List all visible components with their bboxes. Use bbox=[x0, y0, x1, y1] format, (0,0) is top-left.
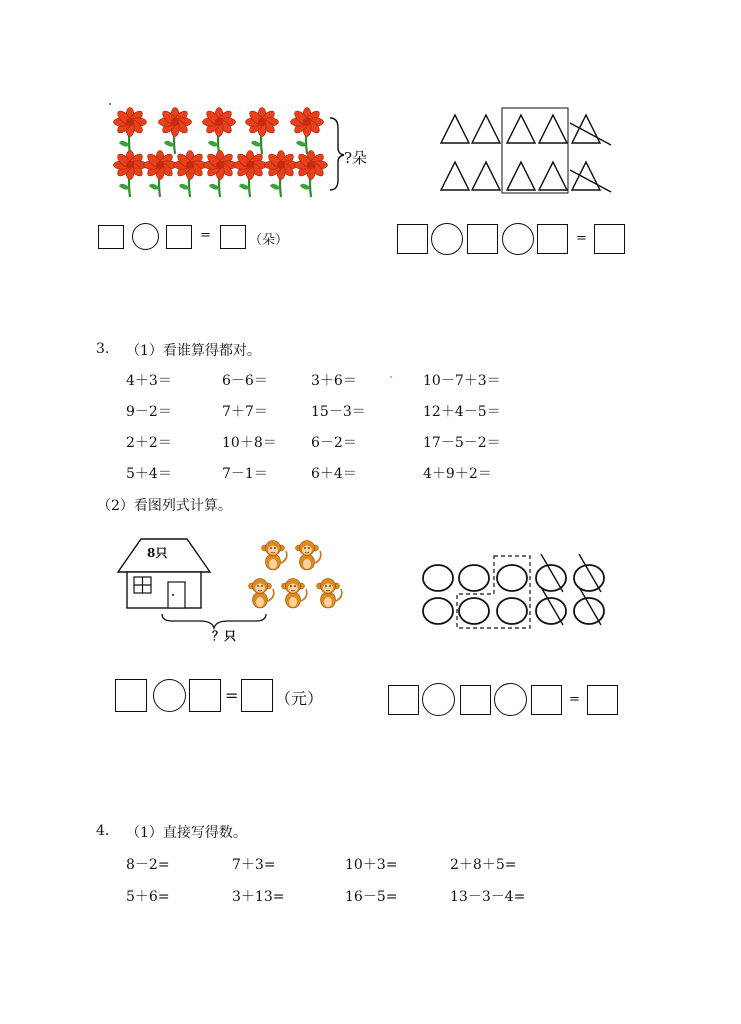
equals-sign: = bbox=[576, 231, 587, 246]
arithmetic-problem: 10＋3= bbox=[345, 857, 398, 873]
answer-box[interactable] bbox=[531, 685, 562, 715]
oval bbox=[536, 565, 566, 591]
section-4-number: 4. bbox=[96, 823, 110, 839]
arithmetic-problem: 16－5= bbox=[345, 889, 398, 905]
oval bbox=[423, 565, 453, 591]
section-3-part1-title: （1）看谁算得都对。 bbox=[126, 343, 261, 359]
answer-box[interactable] bbox=[460, 685, 491, 715]
answer-box[interactable] bbox=[587, 685, 618, 715]
arithmetic-problem: 5＋6= bbox=[126, 889, 170, 905]
arithmetic-problem: 7＋7＝ bbox=[222, 404, 268, 420]
arithmetic-problem: 6－2＝ bbox=[311, 435, 357, 451]
arithmetic-problem: 2＋2＝ bbox=[126, 435, 172, 451]
operator-circle[interactable] bbox=[422, 683, 455, 716]
arithmetic-problem: 10－7＋3＝ bbox=[423, 373, 501, 389]
arithmetic-problem: 7＋3= bbox=[232, 857, 276, 873]
arithmetic-problem: 5＋4＝ bbox=[126, 466, 172, 482]
oval bbox=[574, 565, 604, 591]
oval bbox=[574, 598, 604, 624]
section-4-title: （1）直接写得数。 bbox=[126, 825, 247, 841]
arithmetic-problem: 3＋6＝ bbox=[311, 373, 357, 389]
arithmetic-problem: 13－3－4= bbox=[450, 889, 526, 905]
arithmetic-problem: 15－3＝ bbox=[311, 404, 366, 420]
unit-label: （朵） bbox=[249, 233, 289, 248]
arithmetic-problem: 10＋8＝ bbox=[222, 435, 277, 451]
arithmetic-problem: 12＋4－5＝ bbox=[423, 404, 501, 420]
operator-circle[interactable] bbox=[494, 683, 527, 716]
section-3-part2-title: （2）看图列式计算。 bbox=[97, 498, 232, 514]
answer-box[interactable] bbox=[388, 685, 419, 715]
oval bbox=[536, 598, 566, 624]
arithmetic-problem: 9－2＝ bbox=[126, 404, 172, 420]
arithmetic-problem: 6＋4＝ bbox=[311, 466, 357, 482]
house-label: 8只 bbox=[147, 546, 168, 560]
equals-sign: = bbox=[200, 228, 211, 243]
arithmetic-problem: 17－5－2＝ bbox=[423, 435, 501, 451]
arithmetic-problem: 6－6＝ bbox=[222, 373, 268, 389]
oval bbox=[459, 598, 489, 624]
arithmetic-problem: 7－1＝ bbox=[222, 466, 268, 482]
oval bbox=[497, 598, 527, 624]
monkeys-brace-label: ？只 bbox=[212, 629, 237, 643]
arithmetic-problem: 8－2= bbox=[126, 857, 170, 873]
oval bbox=[497, 565, 527, 591]
arithmetic-problem: 4＋3＝ bbox=[126, 373, 172, 389]
oval bbox=[423, 598, 453, 624]
arithmetic-problem: 4＋9＋2＝ bbox=[423, 466, 492, 482]
oval bbox=[459, 565, 489, 591]
section-3-number: 3. bbox=[96, 341, 110, 357]
arithmetic-problem: 3＋13= bbox=[232, 889, 285, 905]
equals-sign: = bbox=[225, 686, 239, 705]
unit-label: （元） bbox=[275, 689, 324, 708]
flowers-brace-label: ?朵 bbox=[344, 149, 368, 167]
equals-sign: = bbox=[569, 692, 580, 707]
arithmetic-problem: 2＋8＋5= bbox=[450, 857, 517, 873]
